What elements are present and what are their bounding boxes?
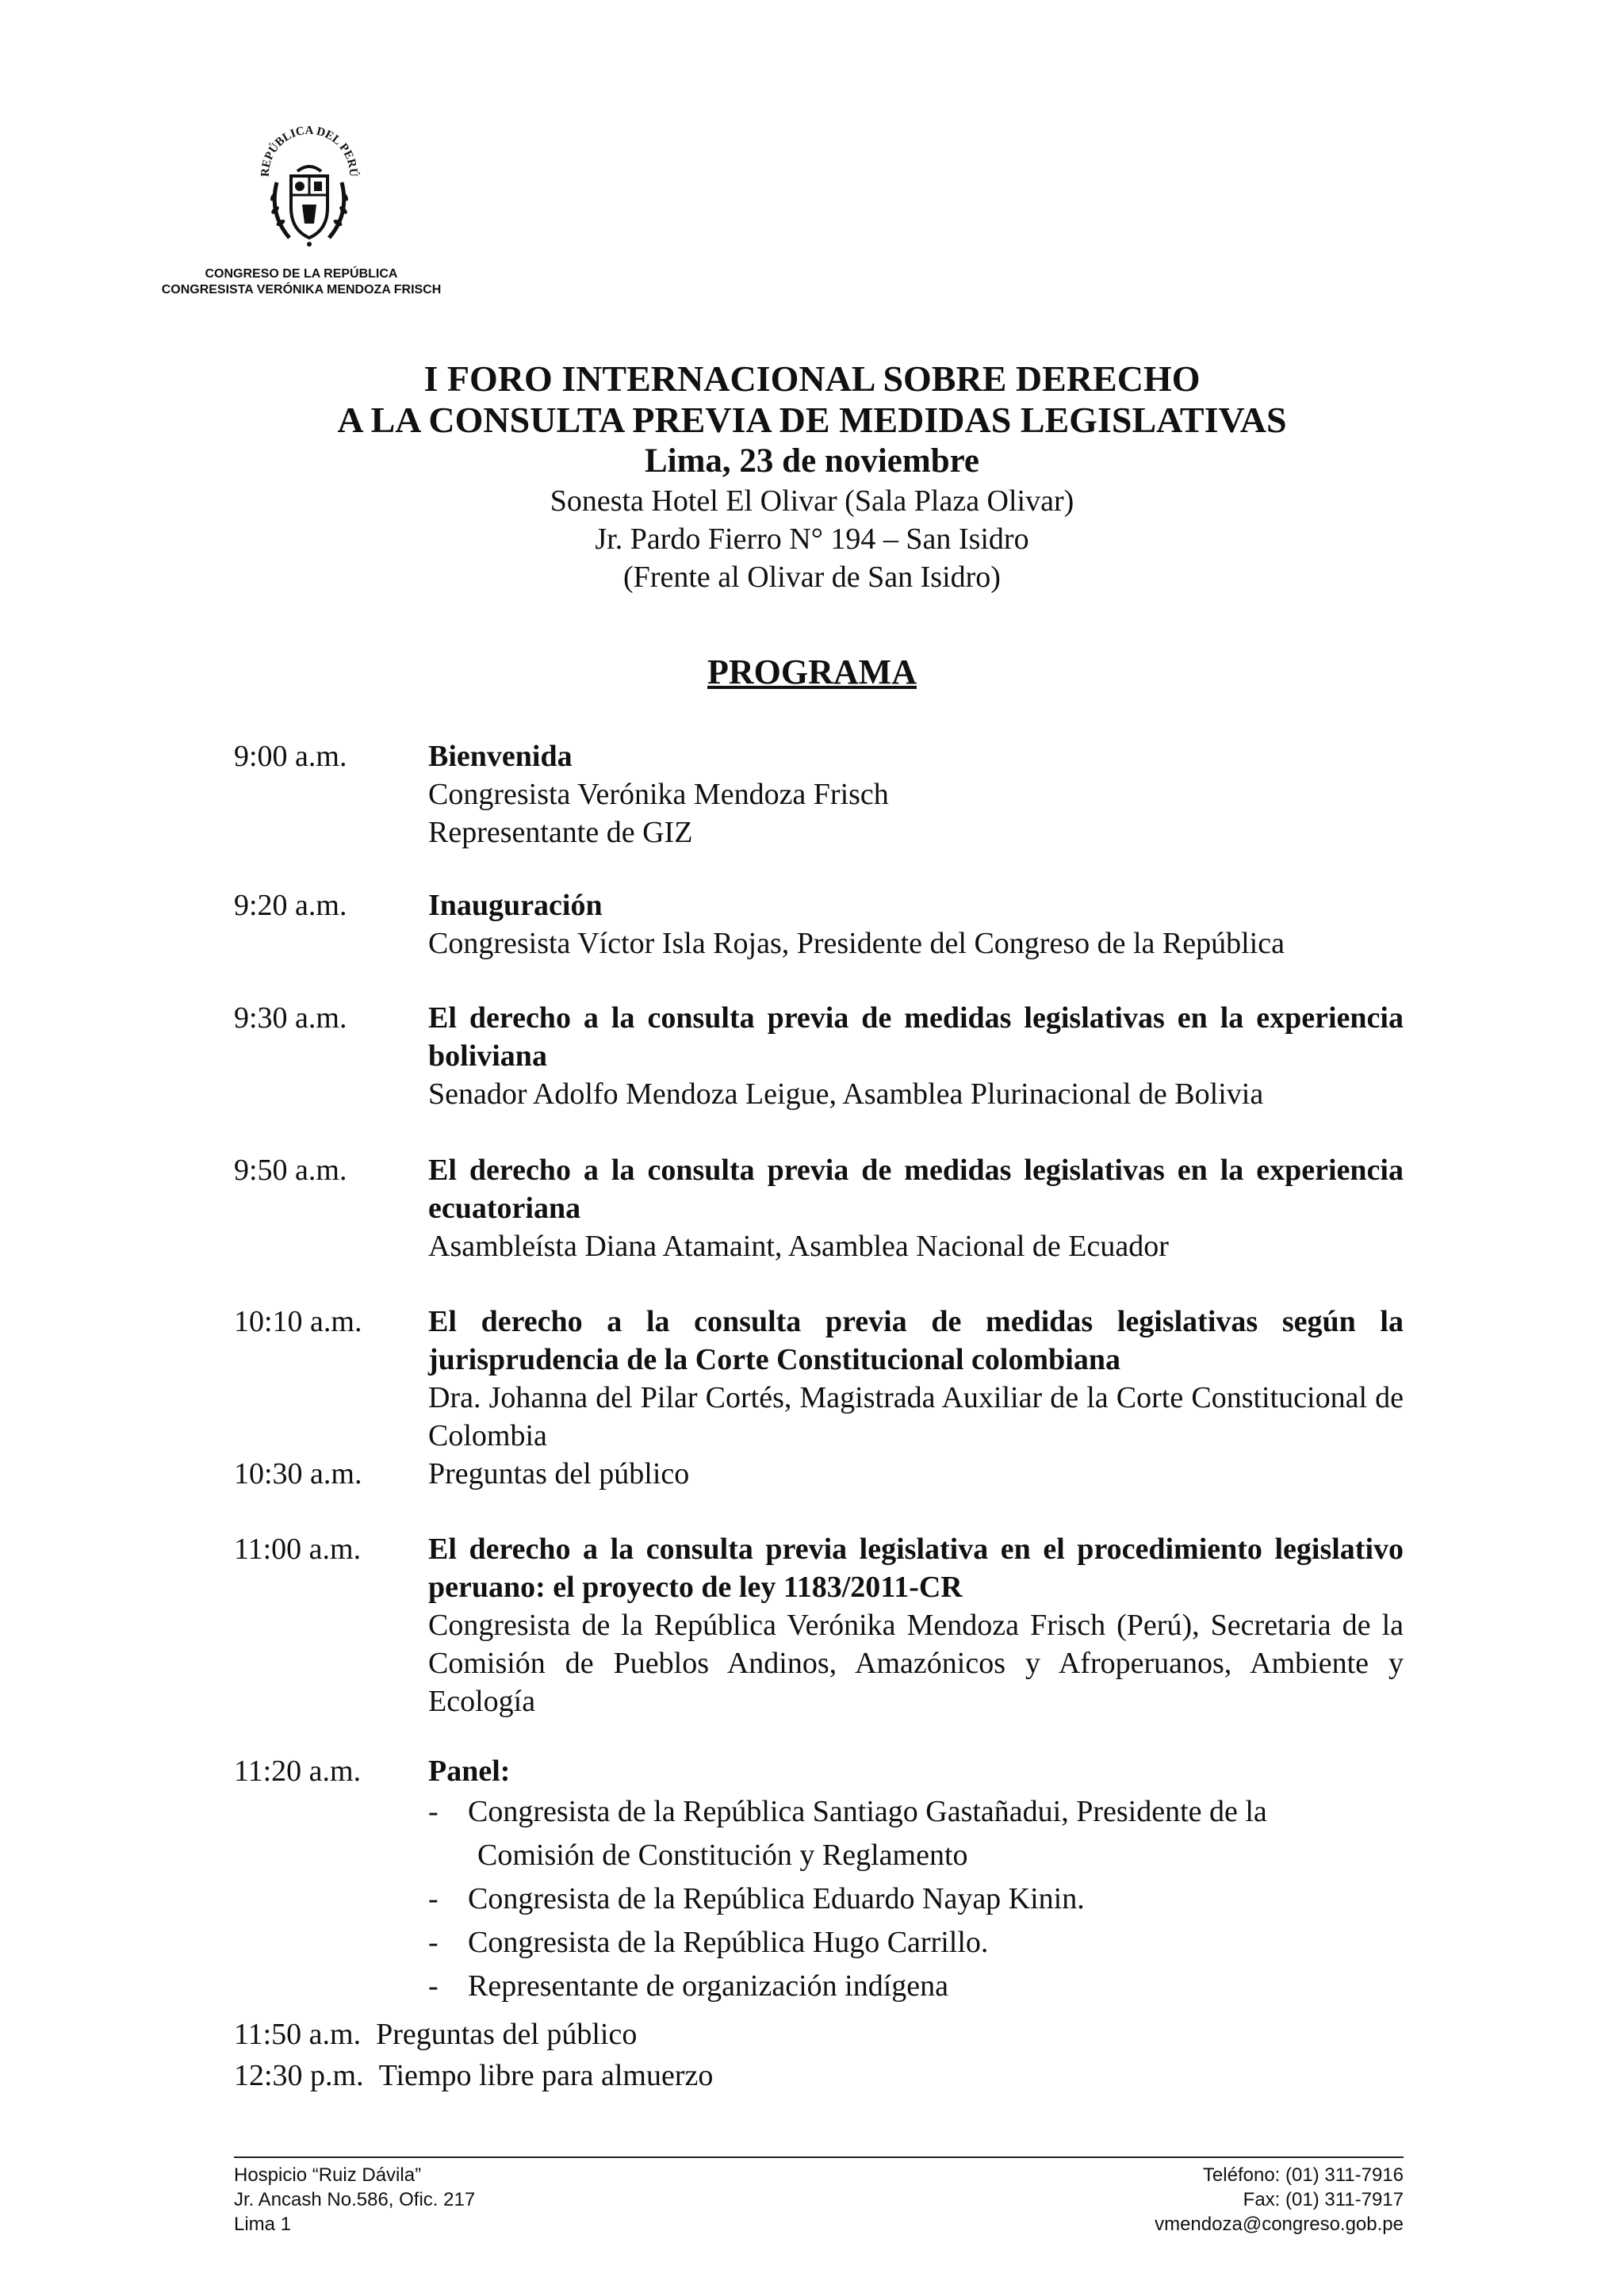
panel-item (428, 1790, 1404, 1877)
entry-text: Preguntas del público (428, 1457, 690, 1490)
entry-speaker: Congresista de la República Verónika Mendoza Frisch (Perú), Secretaria de la Comisión de Pueblos Andinos, Amazónicos y Afroperuanos, Ambiente y Ecología (428, 1609, 1404, 1718)
event-venue: Sonesta Hotel El Olivar (Sala Plaza Olivar) (550, 484, 1074, 518)
program-tail-entry (234, 2014, 637, 2055)
entry-time: 9:20 a.m. (234, 889, 347, 922)
seal-text: REPÚBLICA DEL PERÚ (259, 124, 360, 178)
program-entry (234, 1530, 1404, 1720)
entry-title: Bienvenida (428, 740, 573, 773)
entry-speaker: Congresista Víctor Isla Rojas, Presidente del Congreso de la República (428, 927, 1285, 960)
program-entry (234, 737, 1404, 851)
panel-item-text: Congresista de la República Santiago Gastañadui, Presidente de la (468, 1795, 1267, 1828)
entry-time: 12:30 p.m. (234, 2059, 364, 2092)
event-date: Lima, 23 de noviembre (644, 442, 980, 480)
footer-contact (1155, 2163, 1404, 2237)
event-title-line-1: I FORO INTERNACIONAL SOBRE DERECHO (423, 358, 1201, 399)
program-entry (234, 999, 1404, 1113)
entry-text: Tiempo libre para almuerzo (378, 2059, 714, 2092)
entry-title: El derecho a la consulta previa legislativa en el procedimiento legislativo peruano: el proyecto de ley 1183/2011-CR (428, 1533, 1404, 1604)
event-title-block (0, 358, 1624, 596)
event-landmark: (Frente al Olivar de San Isidro) (623, 561, 1001, 594)
entry-speaker: Senador Adolfo Mendoza Leigue, Asamblea Plurinacional de Bolivia (428, 1077, 1264, 1111)
panel-item-text: Congresista de la República Eduardo Nayap Kinin. (468, 1882, 1085, 1915)
entry-time: 9:30 a.m. (234, 1001, 347, 1035)
congress-name: CONGRESO DE LA REPÚBLICA (205, 267, 398, 281)
footer-address-line: Hospicio “Ruiz Dávila” (234, 2164, 422, 2186)
footer-address (234, 2163, 475, 2237)
program-entry-panel (234, 1752, 1404, 2008)
footer-address-line: Jr. Ancash No.586, Ofic. 217 (234, 2189, 476, 2210)
entry-time: 11:20 a.m. (234, 1755, 362, 1788)
footer-phone: Teléfono: (01) 311-7916 (1202, 2164, 1404, 2186)
panel-item-text: Congresista de la República Hugo Carrillo. (468, 1926, 989, 1959)
entry-title: El derecho a la consulta previa de medidas legislativas en la experiencia boliviana (428, 1001, 1404, 1073)
event-address: Jr. Pardo Fierro N° 194 – San Isidro (595, 522, 1029, 556)
panel-item (428, 1921, 1404, 1965)
congresswoman-name: CONGRESISTA VERÓNIKA MENDOZA FRISCH (161, 283, 442, 297)
footer-fax: Fax: (01) 311-7917 (1243, 2189, 1404, 2210)
program-entry (234, 1303, 1404, 1455)
footer-address-line: Lima 1 (234, 2214, 292, 2235)
entry-speaker: Dra. Johanna del Pilar Cortés, Magistrada Auxiliar de la Corte Constitucional de Colombia (428, 1381, 1404, 1452)
event-title-line-2: A LA CONSULTA PREVIA DE MEDIDAS LEGISLATIVAS (337, 400, 1287, 440)
svg-text:REPÚBLICA DEL PERÚ (259, 124, 360, 177)
entry-time: 11:00 a.m. (234, 1533, 362, 1566)
entry-title: Panel: (428, 1755, 511, 1788)
entry-time: 10:10 a.m. (234, 1305, 362, 1338)
entry-title: Inauguración (428, 889, 603, 922)
entry-time: 10:30 a.m. (234, 1457, 362, 1490)
panel-list (428, 1790, 1404, 2008)
entry-time: 11:50 a.m. (234, 2018, 362, 2051)
panel-item (428, 1965, 1404, 2008)
program-tail-entry (234, 2055, 713, 2096)
entry-speaker: Asambleísta Diana Atamaint, Asamblea Nacional de Ecuador (428, 1230, 1169, 1263)
panel-item-text: Representante de organización indígena (468, 1969, 948, 2003)
footer-email[interactable]: vmendoza@congreso.gob.pe (1155, 2214, 1404, 2235)
entry-title: El derecho a la consulta previa de medidas legislativas en la experiencia ecuatoriana (428, 1154, 1404, 1225)
entry-time: 9:00 a.m. (234, 740, 347, 773)
footer-divider (234, 2156, 1404, 2158)
entry-time: 9:50 a.m. (234, 1154, 347, 1187)
coat-of-arms-seal (258, 119, 361, 254)
program-entry (234, 1455, 1404, 1493)
entry-text: Preguntas del público (376, 2018, 638, 2051)
program-entry (234, 886, 1404, 962)
entry-title: El derecho a la consulta previa de medidas legislativas según la jurisprudencia de la Corte Constitucional colombiana (428, 1305, 1404, 1376)
panel-item-continuation: Comisión de Constitución y Reglamento (477, 1839, 968, 1872)
entry-speaker: Representante de GIZ (428, 816, 693, 849)
entry-speaker: Congresista Verónika Mendoza Frisch (428, 778, 889, 811)
programa-heading: PROGRAMA (707, 652, 917, 691)
panel-item (428, 1877, 1404, 1921)
program-entry (234, 1151, 1404, 1265)
